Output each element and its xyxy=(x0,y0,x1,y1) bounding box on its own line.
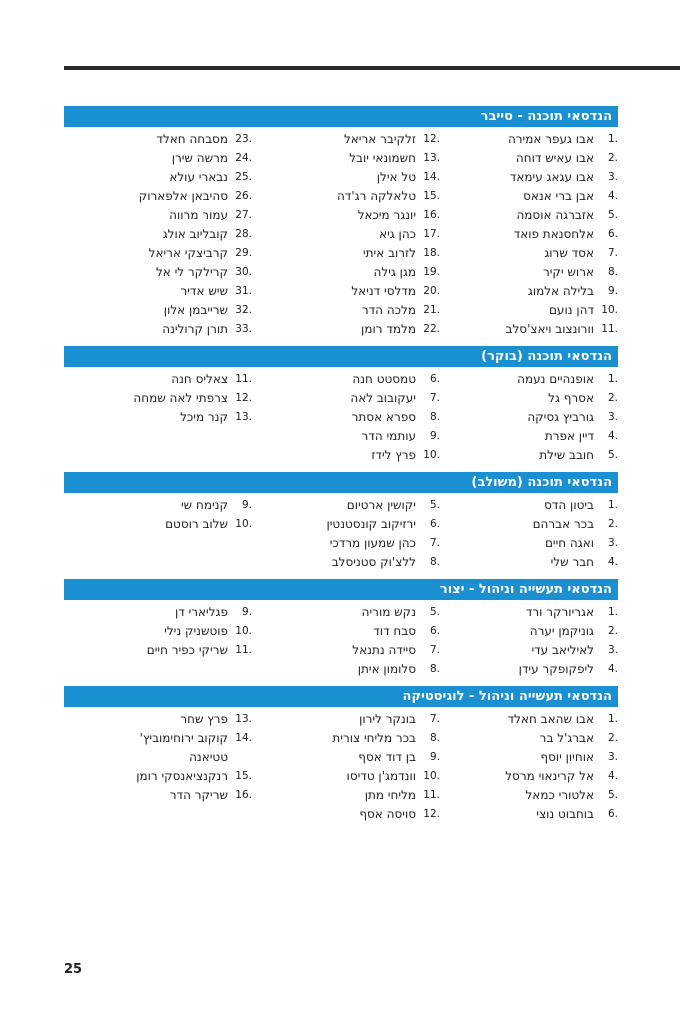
item-number: 20. xyxy=(423,285,440,297)
item-name: לאיליאב עדי xyxy=(531,643,594,657)
section-columns xyxy=(64,130,618,339)
item-name: אבו שהאב חאלד xyxy=(507,712,594,726)
item-name: נבארי עולא xyxy=(169,170,228,184)
list-item xyxy=(443,149,618,168)
item-number: 3. xyxy=(607,171,618,183)
section-columns xyxy=(64,603,618,679)
item-number: 28. xyxy=(235,228,252,240)
item-name: חבר שלי xyxy=(550,555,594,569)
item-number: 26. xyxy=(235,190,252,202)
item-number: 31. xyxy=(235,285,252,297)
item-name: סהיבאן אלפארוק xyxy=(138,189,228,203)
item-name: טטיאנה xyxy=(189,750,228,764)
item-name: פגליארי דן xyxy=(174,605,228,619)
item-number: 6. xyxy=(607,228,618,240)
item-name: סויסה אסף xyxy=(359,807,416,821)
item-name: מלכה הדר xyxy=(361,303,416,317)
list-item xyxy=(77,710,252,729)
list-item xyxy=(443,534,618,553)
item-number: 4. xyxy=(607,663,618,675)
name-column xyxy=(443,370,618,465)
name-column xyxy=(77,370,252,427)
list-item xyxy=(265,515,440,534)
item-name: בן דוד אסף xyxy=(358,750,416,764)
item-name: חשמונאי יובל xyxy=(349,151,416,165)
section-2 xyxy=(64,346,618,465)
list-item xyxy=(443,767,618,786)
item-name: שלוב רוסטם xyxy=(165,517,228,531)
item-name: שריקי כפיר חיים xyxy=(146,643,228,657)
item-number: 5. xyxy=(429,499,440,511)
list-item xyxy=(265,496,440,515)
item-name: אלחסנאת פואד xyxy=(513,227,594,241)
name-column xyxy=(77,710,252,805)
item-number: 14. xyxy=(423,171,440,183)
list-item xyxy=(77,244,252,263)
item-number: 9. xyxy=(241,499,252,511)
item-name: קוקוב ירוחימוביץ' xyxy=(139,731,228,745)
section-title: הנדסאי תוכנה (משולב) xyxy=(64,472,618,493)
list-item xyxy=(77,622,252,641)
item-name: מליחי מתן xyxy=(364,788,416,802)
item-number: 4. xyxy=(607,190,618,202)
list-item xyxy=(443,187,618,206)
list-item xyxy=(443,622,618,641)
list-item xyxy=(77,187,252,206)
item-name: ואגה חיים xyxy=(544,536,594,550)
item-number: 8. xyxy=(429,732,440,744)
item-name: רנקנציאנסקי רומן xyxy=(136,769,228,783)
list-item xyxy=(265,553,440,572)
section-columns xyxy=(64,370,618,465)
list-item xyxy=(265,370,440,389)
list-item xyxy=(265,767,440,786)
list-item xyxy=(265,263,440,282)
item-number: 2. xyxy=(607,518,618,530)
item-name: מלמד רומן xyxy=(361,322,416,336)
item-number: 11. xyxy=(423,789,440,801)
list-item xyxy=(77,206,252,225)
list-item xyxy=(443,320,618,339)
item-name: פרץ לידז xyxy=(371,448,416,462)
list-item xyxy=(265,805,440,824)
list-item xyxy=(443,130,618,149)
item-name: שריקר הדר xyxy=(169,788,228,802)
list-item xyxy=(443,729,618,748)
item-number: 3. xyxy=(607,411,618,423)
name-column xyxy=(77,603,252,660)
list-item xyxy=(443,389,618,408)
list-item xyxy=(265,748,440,767)
item-name: ללצ'וק סטניסלב xyxy=(331,555,416,569)
list-item xyxy=(443,225,618,244)
item-name: גורביץ גסיקה xyxy=(527,410,594,424)
item-number: 6. xyxy=(429,373,440,385)
item-name: אזברגה אוסמה xyxy=(516,208,594,222)
page-number: 25 xyxy=(64,962,83,977)
name-column xyxy=(443,130,618,339)
item-number: 8. xyxy=(429,411,440,423)
item-number: 27. xyxy=(235,209,252,221)
name-column xyxy=(265,370,440,465)
item-name: מרשה שירן xyxy=(171,151,228,165)
list-item xyxy=(443,206,618,225)
item-number: 1. xyxy=(607,499,618,511)
list-item xyxy=(265,660,440,679)
item-number: 11. xyxy=(235,373,252,385)
item-number: 18. xyxy=(423,247,440,259)
item-number: 15. xyxy=(235,770,252,782)
item-name: כהן גיא xyxy=(379,227,416,241)
item-name: גוניקמן יערה xyxy=(529,624,594,638)
item-number: 10. xyxy=(235,518,252,530)
item-number: 14. xyxy=(235,732,252,744)
item-number: 2. xyxy=(607,152,618,164)
item-number: 22. xyxy=(423,323,440,335)
item-number: 16. xyxy=(423,209,440,221)
top-rule xyxy=(64,66,680,70)
item-number: 30. xyxy=(235,266,252,278)
list-item xyxy=(265,389,440,408)
item-number: 11. xyxy=(235,644,252,656)
list-item xyxy=(443,515,618,534)
list-item xyxy=(265,206,440,225)
item-number: 7. xyxy=(429,537,440,549)
item-number: 13. xyxy=(235,411,252,423)
item-name: ירזיקוב קונסטנטין xyxy=(326,517,416,531)
item-name: פוטשניק נילי xyxy=(164,624,228,638)
item-number: 1. xyxy=(607,373,618,385)
item-number: 23. xyxy=(235,133,252,145)
item-number: 15. xyxy=(423,190,440,202)
item-number: 7. xyxy=(607,247,618,259)
list-item xyxy=(443,408,618,427)
item-name: בכר אברהם xyxy=(532,517,594,531)
item-name: עמור מרווה xyxy=(169,208,228,222)
item-number: 6. xyxy=(429,518,440,530)
name-column xyxy=(77,496,252,534)
item-number: 12. xyxy=(423,133,440,145)
item-number: 11. xyxy=(601,323,618,335)
item-number: 2. xyxy=(607,625,618,637)
item-name: וורונצוב ויאצ'סלב xyxy=(505,322,594,336)
list-item xyxy=(443,496,618,515)
item-number: 4. xyxy=(607,556,618,568)
section-title: הנדסאי תעשייה וניהול - לוגיסטיקה xyxy=(64,686,618,707)
item-name: אברג'ל בר xyxy=(539,731,594,745)
list-item xyxy=(77,370,252,389)
list-item xyxy=(77,641,252,660)
section-3 xyxy=(64,472,618,572)
item-name: אופנהיים נעמה xyxy=(517,372,594,386)
list-item xyxy=(265,225,440,244)
item-name: ביטון הדס xyxy=(544,498,594,512)
list-item xyxy=(77,496,252,515)
list-item xyxy=(443,786,618,805)
name-column xyxy=(265,130,440,339)
item-name: קובליוב אולג xyxy=(162,227,228,241)
list-item xyxy=(265,320,440,339)
item-name: אל קרינאוי מרסל xyxy=(505,769,594,783)
list-item xyxy=(265,301,440,320)
item-name: תורן קרולינה xyxy=(162,322,228,336)
list-item xyxy=(443,282,618,301)
item-name: בכר מליחי צורית xyxy=(332,731,416,745)
item-name: אבו געפר אמירה xyxy=(507,132,594,146)
item-number: 9. xyxy=(607,285,618,297)
item-number: 2. xyxy=(607,392,618,404)
item-name: טלאלקה רג'דה xyxy=(336,189,416,203)
item-number: 7. xyxy=(429,392,440,404)
item-name: ארוש יקיר xyxy=(542,265,594,279)
item-number: 1. xyxy=(607,713,618,725)
list-item xyxy=(265,710,440,729)
list-item xyxy=(443,168,618,187)
section-columns xyxy=(64,496,618,572)
item-number: 19. xyxy=(423,266,440,278)
item-name: אוחיון יוסף xyxy=(540,750,594,764)
item-number: 10. xyxy=(423,770,440,782)
section-1 xyxy=(64,106,618,339)
item-name: אבן ברי אנאס xyxy=(523,189,594,203)
item-name: צאליס חנה xyxy=(171,372,228,386)
item-name: קרילקר לי אל xyxy=(155,265,228,279)
item-number: 1. xyxy=(607,606,618,618)
name-column xyxy=(443,710,618,824)
item-number: 5. xyxy=(607,449,618,461)
item-number: 2. xyxy=(607,732,618,744)
list-item xyxy=(265,408,440,427)
list-item xyxy=(443,660,618,679)
list-item xyxy=(77,168,252,187)
name-column xyxy=(443,496,618,572)
item-number: 24. xyxy=(235,152,252,164)
list-item xyxy=(77,225,252,244)
item-name: טמסטט חנה xyxy=(352,372,416,386)
list-item xyxy=(443,263,618,282)
item-name: קרביצקי אריאל xyxy=(148,246,228,260)
list-item xyxy=(265,130,440,149)
list-item xyxy=(265,603,440,622)
item-name: כהן שמעון מרדכי xyxy=(329,536,416,550)
item-name: בלילה אלמוג xyxy=(527,284,594,298)
item-number: 10. xyxy=(423,449,440,461)
list-item xyxy=(77,767,252,786)
item-name: אבו עגאג עימאד xyxy=(509,170,594,184)
item-name: אסד שרוג xyxy=(544,246,594,260)
item-number: 16. xyxy=(235,789,252,801)
item-number: 1. xyxy=(607,133,618,145)
item-name: אסרף גל xyxy=(548,391,594,405)
item-name: מגן גילה xyxy=(373,265,416,279)
list-item xyxy=(265,641,440,660)
item-number: 12. xyxy=(235,392,252,404)
item-name: ליפקופקר עידן xyxy=(518,662,594,676)
list-item xyxy=(77,515,252,534)
item-number: 5. xyxy=(607,789,618,801)
item-number: 21. xyxy=(423,304,440,316)
list-item xyxy=(77,301,252,320)
item-number: 7. xyxy=(429,713,440,725)
item-name: בוחבוט נוצי xyxy=(536,807,594,821)
item-name: שרייבמן אלון xyxy=(163,303,228,317)
list-item xyxy=(265,427,440,446)
item-number: 10. xyxy=(235,625,252,637)
item-name: שיש אדיר xyxy=(180,284,228,298)
item-name: נקש מוריה xyxy=(361,605,416,619)
list-item xyxy=(265,244,440,263)
list-item xyxy=(265,282,440,301)
name-column xyxy=(265,496,440,572)
item-name: דיין אפרת xyxy=(544,429,594,443)
item-number: 5. xyxy=(607,209,618,221)
item-name: אגריורקר ורד xyxy=(525,605,594,619)
item-number: 13. xyxy=(235,713,252,725)
list-item xyxy=(265,446,440,465)
item-number: 17. xyxy=(423,228,440,240)
item-name: יקושין ארטיום xyxy=(346,498,416,512)
list-item xyxy=(443,427,618,446)
list-item xyxy=(265,149,440,168)
section-columns xyxy=(64,710,618,824)
item-name: סיידה נתנאל xyxy=(352,643,416,657)
item-name: עותמי הדר xyxy=(361,429,416,443)
list-item xyxy=(443,748,618,767)
item-number: 8. xyxy=(607,266,618,278)
item-number: 4. xyxy=(607,430,618,442)
item-number: 8. xyxy=(429,663,440,675)
list-item xyxy=(77,729,252,748)
list-item xyxy=(77,408,252,427)
list-item xyxy=(443,301,618,320)
name-column xyxy=(265,710,440,824)
section-4 xyxy=(64,579,618,679)
list-item xyxy=(77,320,252,339)
item-name: טל אילן xyxy=(376,170,416,184)
item-name: יונגר מיכאל xyxy=(357,208,416,222)
item-number: 9. xyxy=(241,606,252,618)
list-item xyxy=(265,729,440,748)
name-column xyxy=(77,130,252,339)
list-item xyxy=(265,786,440,805)
item-name: יעקובוב לאה xyxy=(350,391,416,405)
item-name: מסבחה חאלד xyxy=(156,132,228,146)
item-number: 12. xyxy=(423,808,440,820)
item-name: זלקיבר אריאל xyxy=(343,132,416,146)
list-item xyxy=(77,389,252,408)
section-5 xyxy=(64,686,618,824)
list-item xyxy=(77,263,252,282)
item-name: בונקר לירון xyxy=(359,712,416,726)
list-item xyxy=(77,149,252,168)
item-name: סלומון איתן xyxy=(357,662,416,676)
item-number: 6. xyxy=(607,808,618,820)
item-number: 3. xyxy=(607,644,618,656)
item-name: לזרוב איתי xyxy=(362,246,416,260)
list-item xyxy=(77,786,252,805)
item-number: 7. xyxy=(429,644,440,656)
item-number: 9. xyxy=(429,751,440,763)
item-number: 25. xyxy=(235,171,252,183)
item-number: 4. xyxy=(607,770,618,782)
list-item xyxy=(265,622,440,641)
list-item xyxy=(443,446,618,465)
list-item xyxy=(77,748,252,767)
list-item xyxy=(443,244,618,263)
list-item xyxy=(443,641,618,660)
item-number: 13. xyxy=(423,152,440,164)
section-title: הנדסאי תעשייה וניהול - יצור xyxy=(64,579,618,600)
item-number: 3. xyxy=(607,537,618,549)
item-name: קנימח שי xyxy=(181,498,228,512)
item-number: 29. xyxy=(235,247,252,259)
list-item xyxy=(265,168,440,187)
list-item xyxy=(443,370,618,389)
item-number: 3. xyxy=(607,751,618,763)
graduates-list xyxy=(64,106,618,831)
item-name: קנר מיכל xyxy=(180,410,228,424)
item-name: מדלסי דניאל xyxy=(351,284,416,298)
list-item xyxy=(443,553,618,572)
item-number: 8. xyxy=(429,556,440,568)
item-name: ספרא אסתר xyxy=(351,410,416,424)
list-item xyxy=(443,603,618,622)
name-column xyxy=(265,603,440,679)
item-number: 33. xyxy=(235,323,252,335)
item-number: 32. xyxy=(235,304,252,316)
section-title: הנדסאי תוכנה (בוקר) xyxy=(64,346,618,367)
item-name: וונדמג'ן טדיסו xyxy=(346,769,416,783)
list-item xyxy=(77,130,252,149)
list-item xyxy=(265,534,440,553)
item-name: פרץ שחר xyxy=(180,712,228,726)
section-title: הנדסאי תוכנה - סייבר xyxy=(64,106,618,127)
item-number: 10. xyxy=(601,304,618,316)
list-item xyxy=(265,187,440,206)
list-item xyxy=(77,282,252,301)
list-item xyxy=(77,603,252,622)
item-name: סבח דוד xyxy=(373,624,416,638)
list-item xyxy=(443,805,618,824)
item-name: אבו עאיש דוחה xyxy=(515,151,594,165)
item-name: אלטורי כמאל xyxy=(525,788,594,802)
item-name: דהן נועם xyxy=(548,303,594,317)
item-number: 9. xyxy=(429,430,440,442)
item-number: 5. xyxy=(429,606,440,618)
item-name: צרפתי לאה שמחה xyxy=(133,391,228,405)
item-name: חובב שילת xyxy=(539,448,594,462)
name-column xyxy=(443,603,618,679)
item-number: 6. xyxy=(429,625,440,637)
list-item xyxy=(443,710,618,729)
